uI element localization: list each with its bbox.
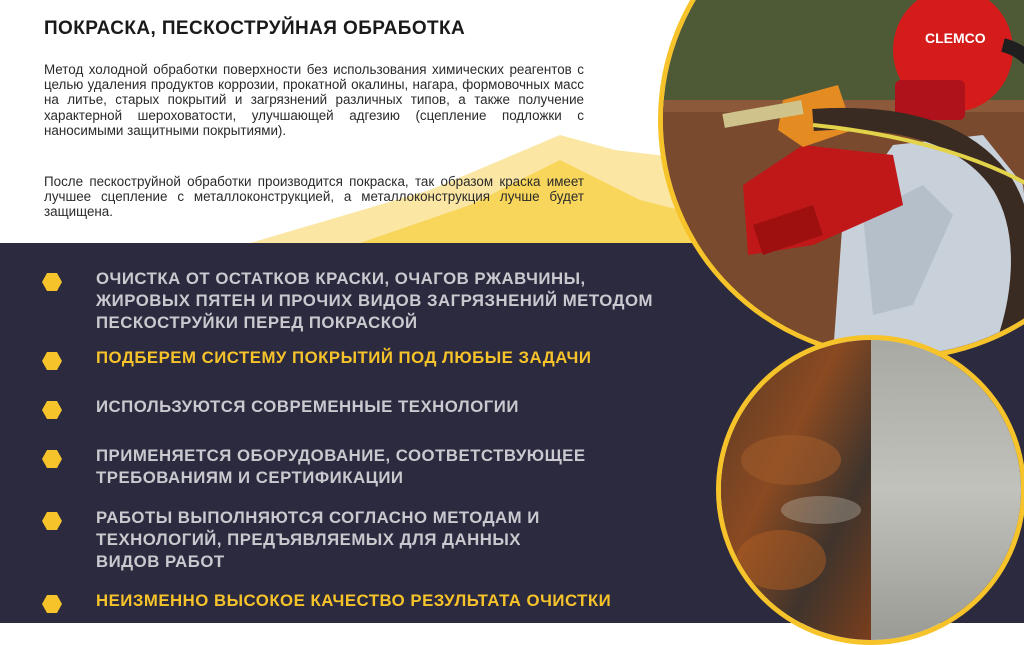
- helmet-logo-text: CLEMCO: [925, 30, 986, 46]
- page-title: ПОКРАСКА, ПЕСКОСТРУЙНАЯ ОБРАБОТКА: [44, 18, 466, 39]
- feature-item-quality: НЕИЗМЕННО ВЫСОКОЕ КАЧЕСТВО РЕЗУЛЬТАТА ОЧИСТКИ: [96, 591, 612, 610]
- intro-paragraph-2: После пескоструйной обработки производится покраска, так образом краска имеет лучшее сцепление с металлоконструкцией, а металлоконструкция лучше будет защищена.: [44, 174, 584, 220]
- feature-item-technologies: ИСПОЛЬЗУЮТСЯ СОВРЕМЕННЫЕ ТЕХНОЛОГИИ: [96, 397, 519, 416]
- hexagon-bullet-icon: [42, 273, 62, 291]
- feature-item-methods: РАБОТЫ ВЫПОЛНЯЮТСЯ СОГЛАСНО МЕТОДАМ И ТЕХНОЛОГИЙ, ПРЕДЪЯВЛЯЕМЫХ ДЛЯ ДАННЫХ ВИДОВ РАБОТ: [96, 508, 540, 571]
- feature-item-cleaning: ОЧИСТКА ОТ ОСТАТКОВ КРАСКИ, ОЧАГОВ РЖАВЧИНЫ, ЖИРОВЫХ ПЯТЕН И ПРОЧИХ ВИДОВ ЗАГРЯЗНЕНИЙ МЕТОДОМ ПЕСКОСТРУЙКИ ПЕРЕД ПОКРАСКОЙ: [96, 269, 654, 332]
- hexagon-bullet-icon: [42, 352, 62, 370]
- hexagon-bullet-icon: [42, 595, 62, 613]
- intro-paragraph-1: Метод холодной обработки поверхности без использования химических реагентов с целью удаления продуктов коррозии, прокатной окалины, нагара, формовочных масс на литье, старых покрытий и загрязнений различных типов, а также получение характерной шероховатости, улучшающей адгезию (сцепление подложки с наносимыми защитными покрытиями).: [44, 62, 584, 138]
- hexagon-bullet-icon: [42, 512, 62, 530]
- hexagon-bullet-icon: [42, 401, 62, 419]
- surface-before-after-photo: [716, 335, 1024, 645]
- feature-item-coating-system: ПОДБЕРЕМ СИСТЕМУ ПОКРЫТИЙ ПОД ЛЮБЫЕ ЗАДАЧИ: [96, 348, 592, 367]
- hexagon-bullet-icon: [42, 450, 62, 468]
- feature-item-equipment: ПРИМЕНЯЕТСЯ ОБОРУДОВАНИЕ, СООТВЕТСТВУЮЩЕЕ ТРЕБОВАНИЯМ И СЕРТИФИКАЦИИ: [96, 446, 586, 487]
